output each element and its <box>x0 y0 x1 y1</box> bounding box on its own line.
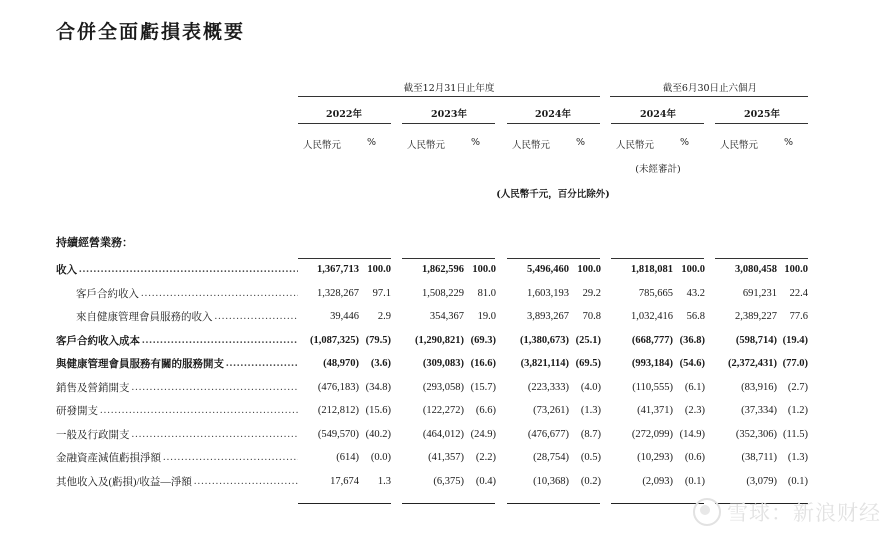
percent-cell: (0.5) <box>580 452 601 464</box>
leader-dots <box>100 405 298 416</box>
percent-cell: 70.8 <box>582 311 601 323</box>
row-label-cell <box>56 376 298 400</box>
row-label-cell <box>56 305 298 329</box>
currency-header-2024-h1: 人民幣元 <box>616 140 655 151</box>
page-title: 合併全面虧損表概要 <box>56 21 246 43</box>
percent-cell: (0.4) <box>475 475 496 487</box>
table-row <box>56 305 808 329</box>
group-header-half: 截至6月30日止六個月 <box>662 83 758 94</box>
amount-cell: (73,261) <box>533 405 569 417</box>
snowball-logo-icon <box>693 498 721 526</box>
year-header-2025-h1: 2025年 <box>744 109 780 120</box>
amount-cell: (464,012) <box>422 428 464 440</box>
unit-note: (人民幣千元，百分比除外) <box>496 189 610 200</box>
row-label: 客戶合約收入 <box>76 288 139 300</box>
amount-cell: (352,306) <box>735 428 777 440</box>
amount-cell: (41,371) <box>637 405 673 417</box>
row-label-cell <box>56 470 298 494</box>
amount-cell: (476,677) <box>527 428 569 440</box>
amount-cell: (309,083) <box>422 358 464 370</box>
amount-cell: (598,714) <box>735 334 777 346</box>
table-row <box>56 282 808 306</box>
amount-cell: 354,367 <box>429 311 464 323</box>
percent-cell: (0.1) <box>787 475 808 487</box>
percent-cell: (40.2) <box>365 428 391 440</box>
table-row <box>56 376 808 400</box>
amount-cell: 1,818,081 <box>631 264 673 276</box>
amount-cell: (293,058) <box>422 381 464 393</box>
year-rule-2024-h1 <box>611 123 704 124</box>
percent-cell: (77.0) <box>782 358 808 370</box>
percent-cell: 56.8 <box>686 311 705 323</box>
table-row <box>56 258 808 282</box>
percent-cell: (14.9) <box>679 428 705 440</box>
amount-cell: (549,570) <box>317 428 359 440</box>
amount-cell: (10,293) <box>637 452 673 464</box>
currency-header-2022: 人民幣元 <box>303 140 342 151</box>
top-rule-2025-h1 <box>715 258 808 259</box>
row-label-cell <box>56 352 298 376</box>
percent-cell: 100.0 <box>784 264 808 276</box>
row-label-cell <box>56 423 298 447</box>
top-rule-2024 <box>507 258 600 259</box>
amount-cell: 1,508,229 <box>422 287 464 299</box>
percent-cell: 100.0 <box>681 264 705 276</box>
percent-cell: 100.0 <box>367 264 391 276</box>
row-label: 金融資產減值虧損淨額 <box>56 453 161 465</box>
amount-cell: (1,380,673) <box>520 334 569 346</box>
amount-cell: 691,231 <box>742 287 777 299</box>
row-label: 銷售及營銷開支 <box>56 382 130 394</box>
table-row <box>56 446 808 470</box>
amount-cell: (110,555) <box>632 381 673 393</box>
amount-cell: 5,496,460 <box>527 264 569 276</box>
percent-cell: (25.1) <box>575 334 601 346</box>
year-header-2024: 2024年 <box>535 109 571 120</box>
row-label: 研發開支 <box>56 406 98 418</box>
percent-cell: (4.0) <box>580 381 601 393</box>
amount-cell: (48,970) <box>323 358 359 370</box>
row-label-cell <box>56 446 298 470</box>
amount-cell: (668,777) <box>631 334 673 346</box>
year-rule-2025-h1 <box>715 123 808 124</box>
table-row <box>56 352 808 376</box>
percent-cell: 1.3 <box>377 475 391 487</box>
percent-cell: 19.0 <box>477 311 496 323</box>
percent-cell: (11.5) <box>783 428 808 440</box>
amount-cell: (1,087,325) <box>310 334 359 346</box>
row-label: 一般及行政開支 <box>56 429 130 441</box>
percent-cell: (1.3) <box>580 405 601 417</box>
percent-header-2024: % <box>576 137 586 148</box>
leader-dots <box>132 382 299 393</box>
amount-cell: 1,032,416 <box>631 311 673 323</box>
percent-cell: (69.3) <box>470 334 496 346</box>
watermark <box>693 497 881 527</box>
percent-cell: (34.8) <box>365 381 391 393</box>
leader-dots <box>79 264 298 275</box>
currency-header-2025-h1: 人民幣元 <box>720 140 759 151</box>
year-header-2022: 2022年 <box>326 109 362 120</box>
bottom-rule-2024-h1 <box>611 503 704 504</box>
leader-dots <box>194 476 298 487</box>
percent-cell: (54.6) <box>679 358 705 370</box>
group-rule-half <box>610 96 808 97</box>
section-label: 持續經營業務： <box>56 236 133 249</box>
amount-cell: (476,183) <box>317 381 359 393</box>
percent-cell: (0.2) <box>580 475 601 487</box>
percent-cell: (8.7) <box>580 428 601 440</box>
amount-cell: 3,893,267 <box>527 311 569 323</box>
percent-cell: 22.4 <box>789 287 808 299</box>
table-row <box>56 329 808 353</box>
percent-cell: (15.6) <box>365 405 391 417</box>
amount-cell: 3,080,458 <box>735 264 777 276</box>
amount-cell: (28,754) <box>533 452 569 464</box>
year-rule-2023 <box>402 123 495 124</box>
percent-cell: (1.2) <box>787 405 808 417</box>
percent-cell: (2.2) <box>475 452 496 464</box>
financial-table <box>56 258 808 493</box>
table-row <box>56 423 808 447</box>
table-row <box>56 470 808 494</box>
percent-cell: 100.0 <box>577 264 601 276</box>
amount-cell: (2,372,431) <box>728 358 777 370</box>
percent-cell: (79.5) <box>365 334 391 346</box>
amount-cell: (6,375) <box>433 475 464 487</box>
row-label-cell <box>56 258 298 282</box>
amount-cell: (223,333) <box>527 381 569 393</box>
year-rule-2024 <box>507 123 600 124</box>
percent-cell: (6.6) <box>475 405 496 417</box>
amount-cell: 1,603,193 <box>527 287 569 299</box>
percent-cell: 43.2 <box>686 287 705 299</box>
leader-dots <box>141 288 298 299</box>
percent-cell: (15.7) <box>470 381 496 393</box>
currency-header-2024: 人民幣元 <box>512 140 551 151</box>
amount-cell: (614) <box>336 452 359 464</box>
year-header-2023: 2023年 <box>431 109 467 120</box>
amount-cell: (993,184) <box>631 358 673 370</box>
amount-cell: 785,665 <box>638 287 673 299</box>
table-row <box>56 399 808 423</box>
percent-cell: 2.9 <box>377 311 391 323</box>
leader-dots <box>132 429 299 440</box>
bottom-rule-2024 <box>507 503 600 504</box>
amount-cell: (272,099) <box>631 428 673 440</box>
top-rule-2024-h1 <box>611 258 704 259</box>
row-label-cell <box>56 399 298 423</box>
percent-cell: (6.1) <box>684 381 705 393</box>
percent-header-2022: % <box>367 137 377 148</box>
year-rule-2022 <box>298 123 391 124</box>
watermark-text: 雪球：新浪财经 <box>727 501 881 525</box>
percent-cell: (2.3) <box>684 405 705 417</box>
currency-header-2023: 人民幣元 <box>407 140 446 151</box>
bottom-rule-2023 <box>402 503 495 504</box>
percent-cell: (36.8) <box>679 334 705 346</box>
percent-cell: (0.1) <box>684 475 705 487</box>
leader-dots <box>142 335 298 346</box>
amount-cell: (37,334) <box>741 405 777 417</box>
amount-cell: (2,093) <box>642 475 673 487</box>
percent-cell: (24.9) <box>470 428 496 440</box>
percent-header-2025-h1: % <box>784 137 794 148</box>
amount-cell: (83,916) <box>741 381 777 393</box>
amount-cell: (3,821,114) <box>520 358 569 370</box>
percent-header-2024-h1: % <box>680 137 690 148</box>
leader-dots <box>163 452 298 463</box>
percent-cell: (0.6) <box>684 452 705 464</box>
amount-cell: 17,674 <box>330 475 359 487</box>
percent-cell: (16.6) <box>470 358 496 370</box>
amount-cell: 1,328,267 <box>317 287 359 299</box>
amount-cell: (3,079) <box>746 475 777 487</box>
amount-cell: (1,290,821) <box>415 334 464 346</box>
percent-cell: 77.6 <box>789 311 808 323</box>
percent-cell: (19.4) <box>782 334 808 346</box>
amount-cell: (41,357) <box>428 452 464 464</box>
amount-cell: (38,711) <box>741 452 777 464</box>
row-label: 其他收入及(虧損)/收益—淨額 <box>56 476 192 488</box>
percent-cell: 81.0 <box>477 287 496 299</box>
percent-header-2023: % <box>471 137 481 148</box>
leader-dots <box>226 358 298 369</box>
percent-cell: (1.3) <box>787 452 808 464</box>
row-label: 客戶合約收入成本 <box>56 335 140 347</box>
percent-cell: 97.1 <box>372 287 391 299</box>
amount-cell: (212,812) <box>317 405 359 417</box>
bottom-rule-2022 <box>298 503 391 504</box>
row-label: 收入 <box>56 265 77 277</box>
percent-cell: 100.0 <box>472 264 496 276</box>
leader-dots <box>215 311 299 322</box>
top-rule-2023 <box>402 258 495 259</box>
year-header-2024-h1: 2024年 <box>640 109 676 120</box>
amount-cell: (10,368) <box>533 475 569 487</box>
row-label-cell <box>56 282 298 306</box>
percent-cell: (3.6) <box>370 358 391 370</box>
row-label: 來自健康管理會員服務的收入 <box>76 312 213 324</box>
amount-cell: 39,446 <box>330 311 359 323</box>
percent-cell: (0.0) <box>370 452 391 464</box>
group-rule-year <box>298 96 600 97</box>
unaudited-note: (未經審計) <box>635 164 681 175</box>
top-rule-2022 <box>298 258 391 259</box>
percent-cell: 29.2 <box>582 287 601 299</box>
group-header-year: 截至12月31日止年度 <box>403 83 495 94</box>
amount-cell: 1,862,596 <box>422 264 464 276</box>
percent-cell: (69.5) <box>575 358 601 370</box>
amount-cell: (122,272) <box>422 405 464 417</box>
percent-cell: (2.7) <box>787 381 808 393</box>
row-label: 與健康管理會員服務有關的服務開支 <box>56 359 224 371</box>
amount-cell: 1,367,713 <box>317 264 359 276</box>
amount-cell: 2,389,227 <box>735 311 777 323</box>
row-label-cell <box>56 329 298 353</box>
